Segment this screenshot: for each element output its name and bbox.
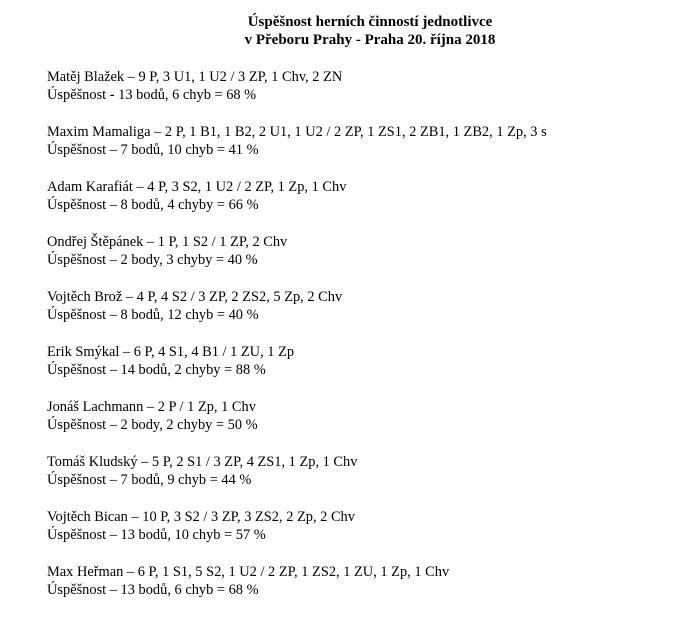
player-stats: Matěj Blažek – 9 P, 3 U1, 1 U2 / 3 ZP, 1 Chv, 2 ZN: [47, 69, 343, 85]
player-stats: Erik Smýkal – 6 P, 4 S1, 4 B1 / 1 ZU, 1 Zp: [47, 344, 295, 360]
player-stats: Adam Karafiát – 4 P, 3 S2, 1 U2 / 2 ZP, 1 Zp, 1 Chv: [47, 179, 347, 195]
document-title: [0, 13, 678, 49]
player-entry: [47, 124, 547, 179]
player-entry: [47, 179, 547, 234]
player-success: Úspěšnost – 14 bodů, 2 chyby = 88 %: [47, 361, 266, 378]
player-success: Úspěšnost - 13 bodů, 6 chyb = 68 %: [47, 86, 257, 103]
player-entry: [47, 399, 547, 454]
player-success: Úspěšnost – 13 bodů, 6 chyb = 68 %: [47, 581, 259, 598]
player-success: Úspěšnost – 7 bodů, 10 chyb = 41 %: [47, 141, 259, 158]
player-stats: Jonáš Lachmann – 2 P / 1 Zp, 1 Chv: [47, 399, 256, 415]
player-entry: [47, 69, 547, 124]
player-success: Úspěšnost – 2 body, 2 chyby = 50 %: [47, 416, 258, 433]
player-success: Úspěšnost – 13 bodů, 10 chyb = 57 %: [47, 526, 266, 543]
player-success: Úspěšnost – 7 bodů, 9 chyb = 44 %: [47, 471, 252, 488]
player-entry: [47, 234, 547, 289]
player-entry: [47, 454, 547, 509]
player-stats: Maxim Mamaliga – 2 P, 1 B1, 1 B2, 2 U1, 1 U2 / 2 ZP, 1 ZS1, 2 ZB1, 1 ZB2, 1 Zp, 3 s: [47, 124, 547, 140]
player-stats: Max Heřman – 6 P, 1 S1, 5 S2, 1 U2 / 2 ZP, 1 ZS2, 1 ZU, 1 Zp, 1 Chv: [47, 564, 450, 580]
player-list: [47, 69, 547, 619]
player-stats: Vojtěch Bican – 10 P, 3 S2 / 3 ZP, 3 ZS2, 2 Zp, 2 Chv: [47, 509, 355, 525]
player-success: Úspěšnost – 8 bodů, 12 chyb = 40 %: [47, 306, 259, 323]
title-line-2: v Přeboru Prahy - Praha 20. října 2018: [244, 32, 496, 48]
player-stats: Ondřej Štěpánek – 1 P, 1 S2 / 1 ZP, 2 Chv: [47, 234, 288, 250]
player-entry: [47, 564, 547, 619]
title-line-1: Úspěšnost herních činností jednotlivce: [247, 14, 493, 30]
player-entry: [47, 344, 547, 399]
player-stats: Vojtěch Brož – 4 P, 4 S2 / 3 ZP, 2 ZS2, 5 Zp, 2 Chv: [47, 289, 343, 305]
player-stats: Tomáš Kludský – 5 P, 2 S1 / 3 ZP, 4 ZS1, 1 Zp, 1 Chv: [47, 454, 358, 470]
player-success: Úspěšnost – 2 body, 3 chyby = 40 %: [47, 251, 258, 268]
player-entry: [47, 289, 547, 344]
player-entry: [47, 509, 547, 564]
player-success: Úspěšnost – 8 bodů, 4 chyby = 66 %: [47, 196, 259, 213]
